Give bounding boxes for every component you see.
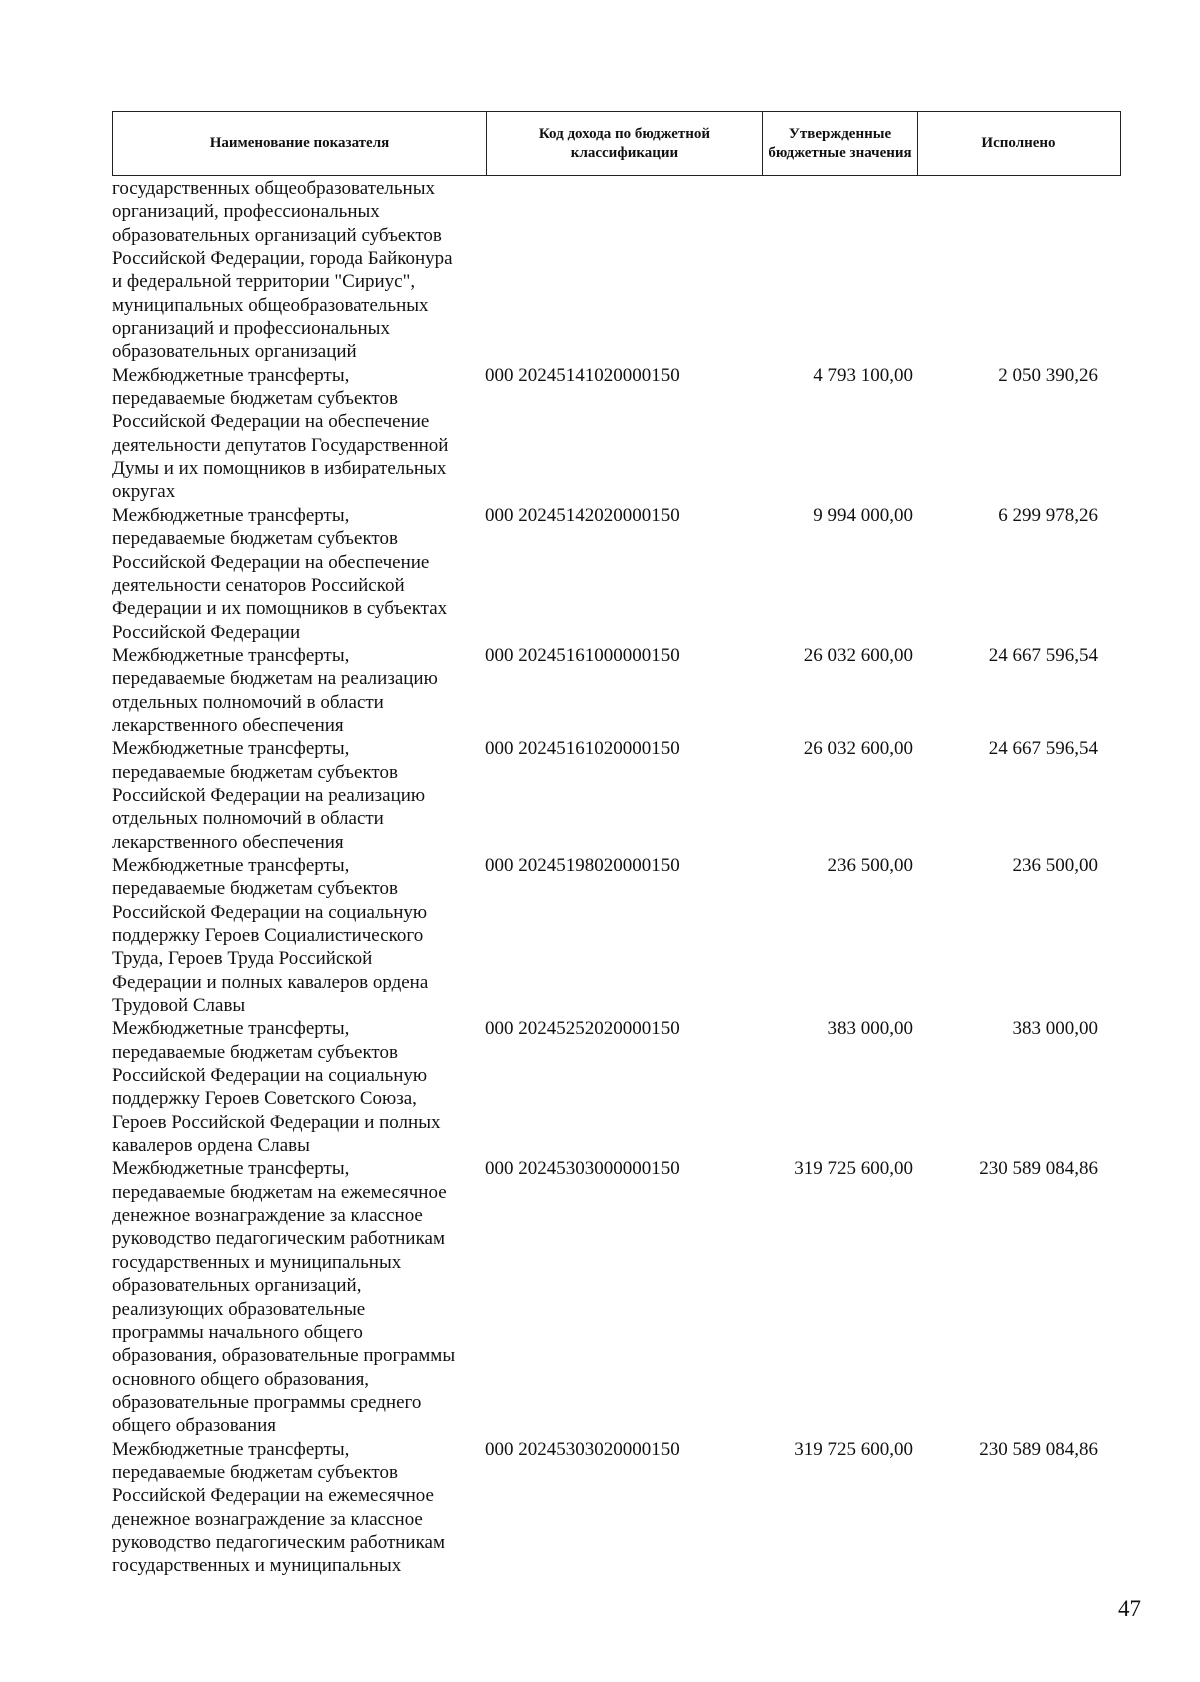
row-code: 000 20245303020000150 — [485, 1438, 680, 1460]
row-approved: 26 032 600,00 — [803, 738, 913, 760]
row-executed: 230 589 084,86 — [979, 1438, 1098, 1460]
table-row — [112, 1438, 1132, 1578]
row-approved: 9 994 000,00 — [813, 504, 913, 526]
row-approved: 26 032 600,00 — [803, 644, 913, 666]
table-row — [112, 1017, 1132, 1157]
row-executed: 24 667 596,54 — [988, 644, 1098, 666]
row-name: государственных общеобразовательных организаций, профессиональных образовательных организаций субъектов Российской Федерации, города Байконура и федеральной территории "Сириус", муниципальных общеобразовательных организаций и профессиональных образовательных организаций — [112, 178, 453, 363]
row-approved: 319 725 600,00 — [794, 1438, 913, 1460]
table-body — [112, 177, 1132, 1578]
row-name: Межбюджетные трансферты, передаваемые бюджетам субъектов Российской Федерации на ежемесячное денежное вознаграждение за классное руководство педагогическим работникам государственных и муниципальных — [112, 1438, 445, 1577]
table-row — [112, 644, 1132, 737]
row-name: Межбюджетные трансферты, передаваемые бюджетам субъектов Российской Федерации на реализацию отдельных полномочий в области лекарственного обеспечения — [112, 738, 426, 853]
row-approved: 383 000,00 — [827, 1018, 913, 1040]
row-code: 000 20245303000000150 — [485, 1158, 680, 1180]
row-executed: 2 050 390,26 — [998, 364, 1098, 386]
row-code: 000 20245161020000150 — [485, 738, 680, 760]
row-executed: 236 500,00 — [1012, 854, 1098, 876]
row-code: 000 20245252020000150 — [485, 1018, 680, 1040]
row-executed: 6 299 978,26 — [998, 504, 1098, 526]
row-code: 000 20245142020000150 — [485, 504, 680, 526]
row-approved: 319 725 600,00 — [794, 1158, 913, 1180]
row-executed: 383 000,00 — [1012, 1018, 1098, 1040]
row-name: Межбюджетные трансферты, передаваемые бюджетам на ежемесячное денежное вознаграждение за классное руководство педагогическим работникам государственных и муниципальных образовательных организаций, реализующих образовательные программы начального общего образования, образовательные программы основного общего образования, образовательные программы среднего общего образования — [112, 1158, 456, 1437]
table-row — [112, 854, 1132, 1017]
table-row — [112, 1157, 1132, 1437]
header-code: Код дохода по бюджетной классификации — [487, 112, 763, 175]
row-name: Межбюджетные трансферты, передаваемые бюджетам субъектов Российской Федерации на обеспечение деятельности депутатов Государственной Думы и их помощников в избирательных округах — [112, 364, 449, 503]
row-name: Межбюджетные трансферты, передаваемые бюджетам на реализацию отдельных полномочий в области лекарственного обеспечения — [112, 644, 438, 736]
row-approved: 4 793 100,00 — [813, 364, 913, 386]
row-code: 000 20245161000000150 — [485, 644, 680, 666]
table-row — [112, 364, 1132, 504]
row-executed: 230 589 084,86 — [979, 1158, 1098, 1180]
table-row — [112, 177, 1132, 364]
table-header — [112, 111, 1121, 176]
table-row — [112, 504, 1132, 644]
header-approved: Утвержденные бюджетные значения — [763, 112, 918, 175]
row-name: Межбюджетные трансферты, передаваемые бюджетам субъектов Российской Федерации на социальную поддержку Героев Советского Союза, Героев Российской Федерации и полных кавалеров ордена Славы — [112, 1018, 441, 1157]
header-name: Наименование показателя — [113, 112, 487, 175]
header-executed: Исполнено — [981, 135, 1056, 151]
row-name: Межбюджетные трансферты, передаваемые бюджетам субъектов Российской Федерации на обеспечение деятельности сенаторов Российской Федерации и их помощников в субъектах Российской Федерации — [112, 504, 448, 643]
row-approved: 236 500,00 — [827, 854, 913, 876]
row-code: 000 20245198020000150 — [485, 854, 680, 876]
page-number: 47 — [1118, 1596, 1141, 1621]
row-name: Межбюджетные трансферты, передаваемые бюджетам субъектов Российской Федерации на социальную поддержку Героев Социалистического Труда, Героев Труда Российской Федерации и полных кавалеров ордена Трудовой Славы — [112, 854, 429, 1017]
row-executed: 24 667 596,54 — [988, 738, 1098, 760]
table-row — [112, 737, 1132, 854]
row-code: 000 20245141020000150 — [485, 364, 680, 386]
